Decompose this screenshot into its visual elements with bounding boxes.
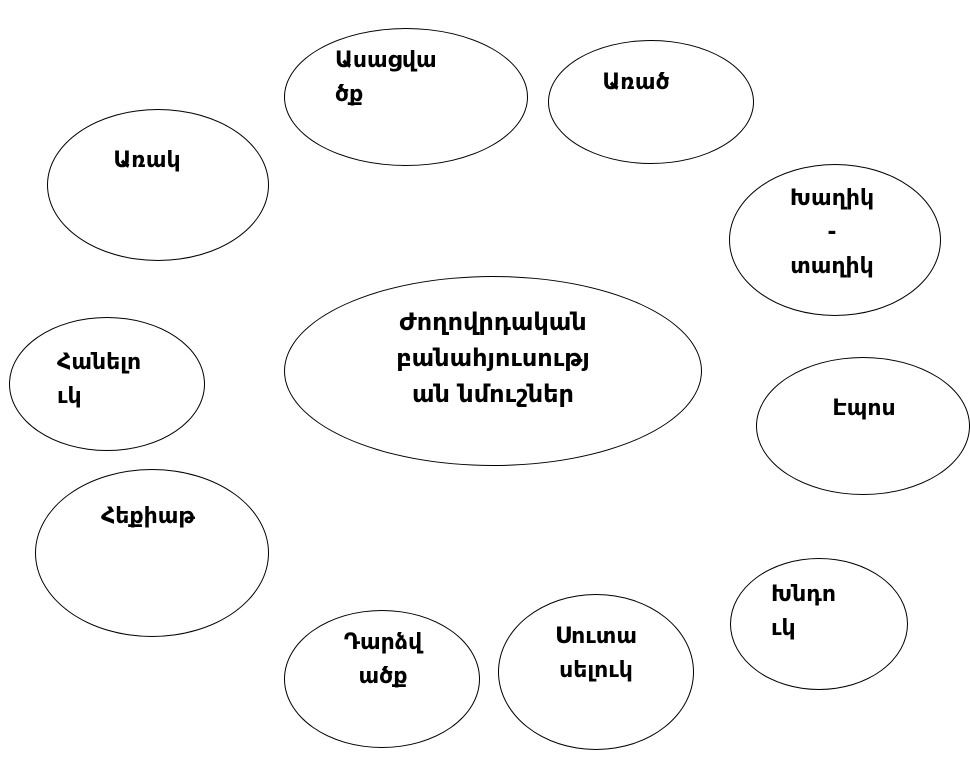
dardzvatsk-label: Դարձվ ածք bbox=[343, 630, 423, 689]
center-label: Ժողովրդական բանահյուսությ ան նմուշներ bbox=[396, 308, 590, 408]
sutasuluk-label: Սուտա սելուկ bbox=[555, 624, 637, 683]
asatsvatsk-label: Ասացվա ծք bbox=[335, 48, 437, 107]
epos-label: Էպոս bbox=[832, 396, 896, 421]
arats-label: Առած bbox=[602, 70, 670, 95]
hekiat-bubble bbox=[35, 469, 269, 637]
haneluk-label: Հանելո ւկ bbox=[57, 350, 142, 409]
khndiruk-label: Խնդո ւկ bbox=[771, 582, 836, 641]
arak-bubble bbox=[47, 109, 269, 261]
khaghik-taghik-label: Խաղիկ - տաղիկ bbox=[789, 186, 875, 279]
epos-bubble bbox=[756, 357, 970, 495]
arats-bubble bbox=[548, 40, 754, 164]
arak-label: Առակ bbox=[113, 148, 181, 173]
hekiat-label: Հեքիաթ bbox=[100, 504, 196, 529]
